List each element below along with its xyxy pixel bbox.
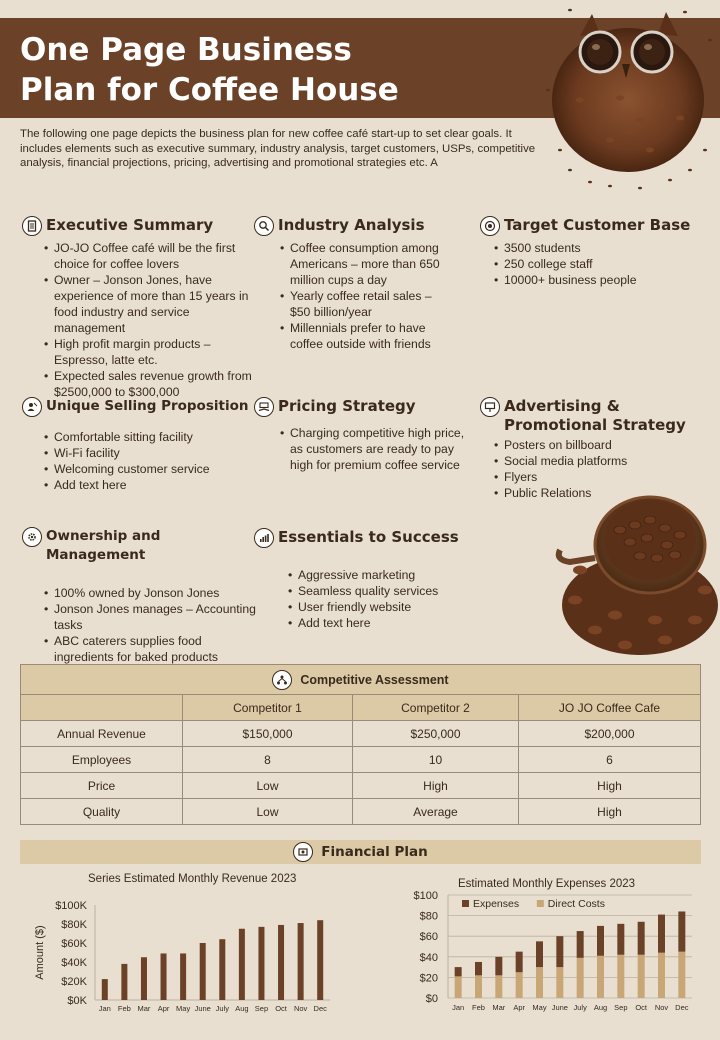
bullet-list (42, 585, 262, 665)
x-tick-label: Feb (472, 1003, 485, 1012)
section-title: Industry Analysis (278, 216, 425, 234)
section-title: Unique Selling Proposition (46, 398, 249, 414)
x-tick-label: June (551, 1003, 568, 1012)
y-tick-label: $0K (67, 995, 87, 1007)
expense-bar-segment (516, 952, 523, 973)
table-title-row (21, 665, 701, 695)
analysis-icon (254, 216, 274, 236)
financial-plan-title: Financial Plan (321, 844, 428, 860)
x-tick-label: Sep (614, 1003, 628, 1012)
column-header (21, 695, 183, 721)
x-tick-label: Oct (275, 1004, 287, 1013)
table-title-cell (21, 665, 701, 695)
list-item: • Coffee consumption among Americans – more than 650 million cups a day (278, 240, 454, 288)
list-item: • 10000+ business people (492, 272, 710, 288)
revenue-bar (219, 939, 225, 1000)
bar-chart-icon (254, 528, 274, 548)
x-tick-label: Aug (593, 1003, 608, 1012)
row-label: Quality (21, 799, 183, 825)
revenue-bar (161, 953, 167, 1000)
expense-bar-segment (638, 955, 645, 998)
expense-bar-segment (536, 967, 543, 998)
column-header: Competitor 1 (183, 695, 353, 721)
expense-bar-segment (475, 975, 482, 998)
intro-text: The following one page depicts the business plan for new coffee café start-up to set clear goals. It includes elements such as executive summary, industry analysis, target customers, USPs, competitive analysis, financial projections, pricing, advertising and promotional strategies etc. A (20, 128, 536, 169)
expense-bar-segment (597, 926, 604, 956)
x-tick-label: Feb (117, 1004, 131, 1013)
expense-bar-segment (495, 975, 502, 998)
revenue-bar (317, 920, 323, 1000)
section-title-line-2: Promotional Strategy (504, 416, 686, 434)
list-item: • Social media platforms (492, 453, 710, 469)
expense-bar-segment (678, 952, 685, 998)
x-tick-label: Apr (157, 1004, 170, 1013)
section-title: Pricing Strategy (278, 397, 416, 415)
y-tick-label: $40 (419, 951, 438, 964)
list-item: • Charging competitive high price, as customers are ready to pay high for premium coffee service (278, 425, 478, 473)
section-title: Target Customer Base (504, 216, 691, 234)
revenue-chart-title: Series Estimated Monthly Revenue 2023 (88, 873, 297, 885)
table-cell: $200,000 (519, 721, 701, 747)
table-row (21, 773, 701, 799)
table-cell: 8 (183, 747, 353, 773)
x-tick-label: May (176, 1004, 191, 1013)
y-tick-label: $60 (419, 931, 438, 944)
table-cell: Low (183, 773, 353, 799)
list-item: • 250 college staff (492, 256, 710, 272)
section-title-line-1: Advertising & (504, 397, 620, 415)
revenue-bar (180, 953, 186, 1000)
list-item: • 3500 students (492, 240, 710, 256)
table-cell: High (353, 773, 519, 799)
column-header: JO JO Coffee Cafe (519, 695, 701, 721)
expense-bar-segment (455, 976, 462, 998)
x-tick-label: Dec (313, 1004, 327, 1013)
list-item: • JO-JO Coffee café will be the first choice for coffee lovers (42, 240, 254, 272)
list-item: • Millennials prefer to have coffee outside with friends (278, 320, 454, 352)
y-tick-label: $100K (55, 900, 87, 912)
x-tick-label: Mar (137, 1004, 151, 1013)
list-item: • User friendly website (286, 599, 484, 615)
list-item: • ABC caterers supplies food ingredients for baked products (42, 633, 262, 665)
x-tick-label: Mar (492, 1003, 506, 1012)
coffee-bean-owl-illustration (540, 0, 720, 195)
pricing-strategy-section (254, 397, 484, 473)
y-tick-label: $100 (413, 890, 438, 902)
expense-bar-segment (495, 957, 502, 976)
expense-bar-segment (597, 956, 604, 998)
table-cell: Low (183, 799, 353, 825)
section-title (504, 397, 686, 435)
y-tick-label: $0 (425, 993, 438, 1005)
revenue-bar (258, 927, 264, 1000)
revenue-bar (121, 964, 127, 1000)
y-tick-label: $60K (61, 938, 87, 950)
revenue-bar (278, 925, 284, 1000)
expense-bar-segment (678, 911, 685, 951)
expense-bar-segment (556, 967, 563, 998)
list-item: • Wi-Fi facility (42, 445, 254, 461)
expense-bar-segment (455, 967, 462, 976)
y-tick-label: $80K (61, 919, 87, 931)
list-item: • Flyers (492, 469, 710, 485)
bullet-list (42, 429, 254, 493)
usp-section (22, 397, 254, 493)
expense-bar-segment (638, 922, 645, 955)
revenue-bar (102, 979, 108, 1000)
list-item: • Aggressive marketing (286, 567, 484, 583)
people-network-icon (272, 670, 292, 690)
bullet-list (492, 240, 710, 288)
competitive-assessment-table (20, 664, 701, 825)
table-cell: Average (353, 799, 519, 825)
executive-summary-section (22, 216, 254, 400)
x-tick-label: Oct (635, 1003, 648, 1012)
bullet-list (278, 240, 454, 352)
table-header-row (21, 695, 701, 721)
expense-bar-segment (658, 915, 665, 953)
x-tick-label: Aug (235, 1004, 249, 1013)
section-title: Executive Summary (46, 216, 214, 234)
gear-people-icon (22, 527, 42, 547)
list-item: • Posters on billboard (492, 437, 710, 453)
table-cell: 6 (519, 747, 701, 773)
expenses-chart-title: Estimated Monthly Expenses 2023 (458, 878, 636, 890)
x-tick-label: July (215, 1004, 229, 1013)
page-title (20, 30, 500, 110)
expense-bar-segment (556, 936, 563, 967)
list-item: • Welcoming customer service (42, 461, 254, 477)
x-tick-label: May (532, 1003, 547, 1012)
target-icon (480, 216, 500, 236)
y-tick-label: $80 (419, 910, 438, 923)
revenue-bar (200, 943, 206, 1000)
table-cell: $150,000 (183, 721, 353, 747)
legend-swatch (462, 900, 469, 907)
x-tick-label: July (573, 1003, 587, 1012)
essentials-section (254, 528, 484, 631)
row-label: Price (21, 773, 183, 799)
x-tick-label: Sep (254, 1004, 269, 1013)
x-tick-label: Jan (98, 1004, 111, 1013)
revenue-chart (20, 890, 340, 1020)
row-label: Employees (21, 747, 183, 773)
row-label: Annual Revenue (21, 721, 183, 747)
revenue-bar (298, 923, 304, 1000)
search-person-icon (22, 397, 42, 417)
bullet-list (286, 567, 484, 631)
ownership-section (22, 527, 262, 665)
table-row (21, 747, 701, 773)
title-line-1: One Page Business (20, 32, 352, 68)
column-header: Competitor 2 (353, 695, 519, 721)
document-icon (22, 216, 42, 236)
expenses-chart (400, 885, 700, 1020)
billboard-icon (480, 397, 500, 417)
expense-bar-segment (577, 958, 584, 998)
legend-label: Direct Costs (547, 898, 605, 910)
table-cell: $250,000 (353, 721, 519, 747)
y-tick-label: $40K (61, 957, 87, 969)
table-row (21, 799, 701, 825)
revenue-bar (141, 957, 147, 1000)
revenue-bar (239, 929, 245, 1000)
list-item: • Add text here (42, 477, 254, 493)
title-line-2: Plan for Coffee House (20, 72, 399, 108)
section-title: Ownership and Management (46, 528, 161, 563)
advertising-section (480, 397, 710, 501)
list-item: • Expected sales revenue growth from $2500,000 to $300,000 (42, 368, 254, 400)
list-item: • Jonson Jones manages – Accounting tasks (42, 601, 262, 633)
coffee-cup-illustration (555, 490, 720, 660)
y-axis-label: Amount ($) (34, 925, 46, 980)
list-item: • High profit margin products – Espresso, latte etc. (42, 336, 254, 368)
table-cell: High (519, 773, 701, 799)
expense-bar-segment (516, 972, 523, 998)
section-title: Essentials to Success (278, 528, 459, 546)
industry-analysis-section (254, 216, 474, 352)
y-tick-label: $20 (419, 972, 438, 985)
expense-bar-segment (536, 941, 543, 967)
table-row (21, 721, 701, 747)
x-tick-label: Apr (513, 1003, 526, 1012)
list-item: • Yearly coffee retail sales – $50 billion/year (278, 288, 454, 320)
expense-bar-segment (577, 931, 584, 958)
list-item: • Owner – Jonson Jones, have experience of more than 15 years in food industry and service management (42, 272, 254, 336)
legend-swatch (537, 900, 544, 907)
table-cell: High (519, 799, 701, 825)
x-tick-label: Jan (452, 1003, 465, 1012)
expense-bar-segment (617, 924, 624, 955)
table-title: Competitive Assessment (300, 672, 449, 687)
list-item: • Add text here (286, 615, 484, 631)
bullet-list (42, 240, 254, 400)
expense-bar-segment (658, 953, 665, 998)
list-item: • Seamless quality services (286, 583, 484, 599)
x-tick-label: Nov (654, 1003, 669, 1012)
money-hand-icon (254, 397, 274, 417)
bullet-list (278, 425, 478, 473)
y-tick-label: $20K (61, 976, 87, 988)
list-item: • Comfortable sitting facility (42, 429, 254, 445)
expense-bar-segment (617, 955, 624, 998)
expense-bar-segment (475, 962, 482, 975)
table-cell: 10 (353, 747, 519, 773)
target-customer-section (480, 216, 710, 288)
list-item: • 100% owned by Jonson Jones (42, 585, 262, 601)
list-item: • Public Relations (492, 485, 710, 501)
money-icon (293, 842, 313, 862)
x-tick-label: Dec (675, 1003, 689, 1012)
legend-label: Expenses (473, 898, 520, 910)
financial-plan-band (20, 840, 701, 864)
x-tick-label: June (194, 1004, 211, 1013)
x-tick-label: Nov (293, 1004, 308, 1013)
